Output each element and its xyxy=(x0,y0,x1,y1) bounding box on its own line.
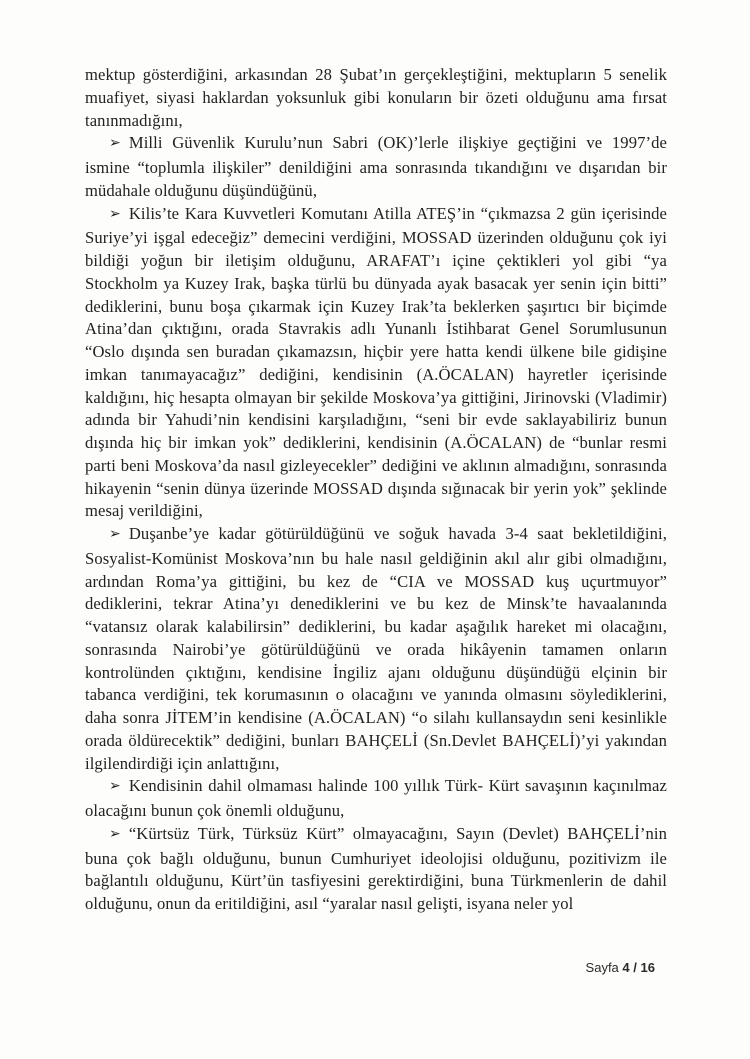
paragraph-text: Kendisinin dahil olmaması halinde 100 yıllık Türk- Kürt savaşının kaçınılmaz olacağını bunun çok önemli olduğunu, xyxy=(85,776,667,820)
document-body xyxy=(85,64,667,916)
paragraph xyxy=(85,775,667,823)
footer-page-number: 4 xyxy=(622,960,630,975)
paragraph-text: Duşanbe’ye kadar götürüldüğünü ve soğuk havada 3-4 saat bekletildiğini, Sosyalist-Komünist Moskova’nın bu hale nasıl geldiğinin akıl alır gibi olmadığını, ardından Roma’ya gittiğini, bu kez de “CIA ve MOSSAD kuş uçurtmuyor” dediklerini, tekrar Atina’yı denediklerini ve bu kez de Minsk’te havaalanında “vatansız olarak kalabilirsin” dediklerini, bu kadar aşağılık hareket mi olacağını, sonrasında Nairobi’ye götürüldüğünü ve orada hikâyenin tamamen onların kontrolünden çıktığını, kendisine İngiliz ajanı olduğunu düşündüğü elçinin bir tabanca verdiğini, tek korumasının o olacağını ve yanında olmasını söylediklerini, daha sonra JİTEM’in kendisine (A.ÖCALAN) “o silahı kullansaydın seni kesinlikle orada öldürecektik” dediğini, bunları BAHÇELİ (Sn.Devlet BAHÇELİ)’yi yakından ilgilendirdiği için anlattığını, xyxy=(85,524,667,773)
bullet-arrow-icon: ➢ xyxy=(109,826,121,842)
paragraph xyxy=(85,203,667,524)
paragraph xyxy=(85,523,667,775)
paragraph-text: Milli Güvenlik Kurulu’nun Sabri (OK)’lerle ilişkiye geçtiğini ve 1997’de ismine “toplumla ilişkiler” denildiğini ama sonrasında tıkandığını ve dışarıdan bir müdahale olduğunu düşündüğünü, xyxy=(85,133,667,200)
paragraph-text: mektup gösterdiğini, arkasından 28 Şubat’ın gerçekleştiğini, mektupların 5 senelik muafiyet, siyasi haklardan yoksunluk gibi konuların bir özeti olduğunu ama fırsat tanınmadığını, xyxy=(85,65,667,130)
paragraph-text: Kilis’te Kara Kuvvetleri Komutanı Atilla ATEŞ’in “çıkmazsa 2 gün içerisinde Suriye’yi işgal edeceğiz” demecini verdiğini, MOSSAD üzerinden olduğunu çok iyi bildiği yoğun bir iletişim olduğunu, ARAFAT’ı içine çektikleri yol gibi “ya Stockholm ya Kuzey Irak, başka türlü bu dünyada ayak basacak yer senin için bitti” dediklerini, bunu boşa çıkarmak için Kuzey Irak’ta beklerken şaşırtıcı bir biçimde Atina’dan çıktığını, orada Stavrakis adlı Yunanlı İstihbarat Genel Sorumlusunun “Oslo dışında sen buradan çıkamazsın, hiçbir yere hatta kendi ülkene bile gidişine imkan tanımayacağız” dediğini, kendisinin (A.ÖCALAN) hayretler içerisinde kaldığını, hiç hesapta olmayan bir şekilde Moskova’ya gittiğini, Jirinovski (Vladimir) adında bir Yahudi’nin kendisini karşıladığını, “seni bir evde saklayabiliriz bunun dışında hiç bir imkan yok” dediklerini, kendisinin (A.ÖCALAN) de “bunlar resmi parti beni Moskova’da nasıl gizleyecekler” dediğini ve aklının almadığını, sonrasında hikayenin “senin dünya üzerinde MOSSAD dışında sığınacak bir yerin yok” şeklinde mesaj verildiğini, xyxy=(85,203,667,521)
paragraph-text: “Kürtsüz Türk, Türksüz Kürt” olmayacağını, Sayın (Devlet) BAHÇELİ’nin buna çok bağlı olduğunu, bunun Cumhuriyet ideolojisi olduğunu, pozitivizm ile bağlantılı olduğunu, Kürt’ün tasfiyesini gerektirdiğini, buna Türkmenlerin de dahil olduğunu, onun da eritildiğini, asıl “yaralar nasıl gelişti, isyana neler yol xyxy=(85,823,667,913)
paragraph xyxy=(85,132,667,202)
footer-page-label: Sayfa xyxy=(585,960,619,975)
paragraph xyxy=(85,823,667,916)
footer-total-pages: 16 xyxy=(640,960,655,975)
bullet-arrow-icon: ➢ xyxy=(109,206,121,222)
bullet-arrow-icon: ➢ xyxy=(109,527,121,542)
paragraph xyxy=(85,64,667,132)
page-footer xyxy=(586,960,655,975)
footer-separator: / xyxy=(633,960,637,975)
bullet-arrow-icon: ➢ xyxy=(109,779,121,795)
bullet-arrow-icon: ➢ xyxy=(109,136,121,152)
